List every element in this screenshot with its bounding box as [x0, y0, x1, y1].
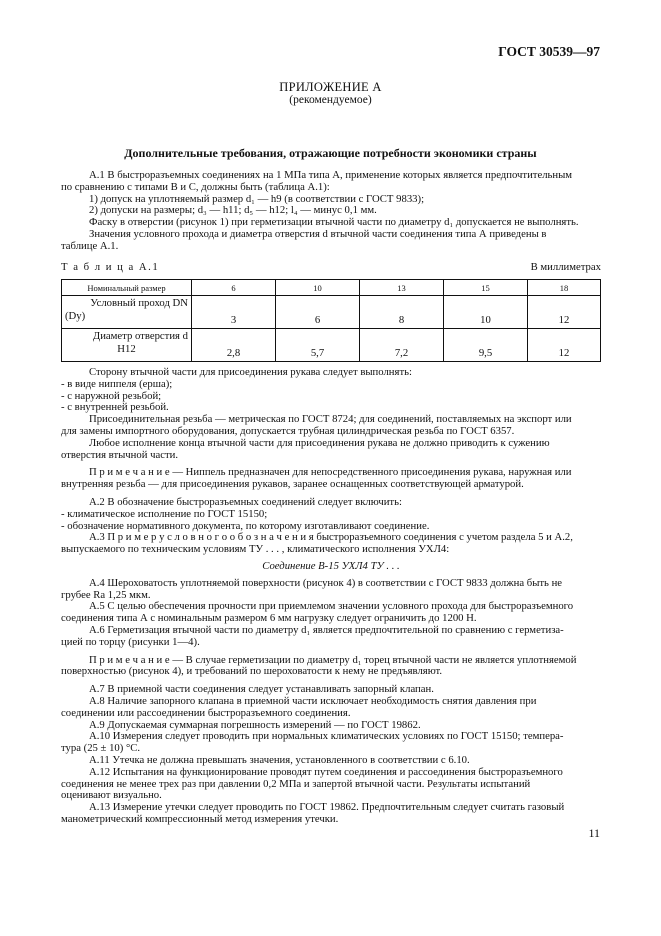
appendix-subtitle: (рекомендуемое) — [289, 94, 372, 106]
paragraph-a8-cont: соединении или рассоединении быстроразъемного соединения. — [61, 706, 351, 719]
paragraph-a5-cont: соединения типа А с номинальным размером 6 мм нагрузку следует ограничить до 1200 Н. — [61, 612, 477, 625]
intro-block — [61, 170, 601, 253]
paragraph-a8: А.8 Наличие запорного клапана в приемной части исключает необходимость снятия давления при — [89, 694, 537, 707]
table-cell: 10 — [444, 296, 528, 329]
document-code: ГОСТ 30539—97 — [498, 44, 600, 59]
paragraph-a4-cont: грубее Ra 1,25 мкм. — [61, 588, 151, 601]
table-row-label — [62, 296, 192, 329]
paragraph-a7: А.7 В приемной части соединения следует устанавливать запорный клапан. — [89, 683, 434, 696]
paragraph-cont: отверстия втычной части. — [61, 448, 179, 461]
table-header-row — [62, 280, 601, 296]
paragraph-a10-cont: тура (25 ± 10) °С. — [61, 742, 141, 755]
row-label-line: H12 — [117, 343, 136, 355]
paragraph-a6-cont: цией по торцу (рисунки 1—4). — [61, 635, 200, 648]
paragraph-chamfer: Фаску в отверстии (рисунок 1) при герметизации втычной части по диаметру d₁ допускается не выполнять. — [89, 216, 579, 229]
note-text: — Ниппель предназначен для непосредственного присоединения рукава, наружная или — [169, 466, 572, 479]
section-heading: Дополнительные требования, отражающие потребности экономики страны — [124, 146, 537, 160]
paragraph-a13: А.13 Измерение утечки следует проводить по ГОСТ 19862. Предпочтительным следует считать газовый — [89, 801, 565, 814]
bullet-item: - с наружной резьбой; — [61, 389, 162, 402]
paragraph-a13-cont: манометрический компрессионный метод измерения утечки. — [61, 812, 339, 825]
paragraph-values-cont: таблице А.1. — [61, 239, 119, 252]
paragraph-cont: для замены импортного оборудования, допускается трубная цилиндрическая резьба по ГОСТ 6357. — [61, 424, 515, 437]
paragraph-a12-cont: оценивают визуально. — [61, 789, 162, 802]
table-row — [62, 329, 601, 362]
table-header-label: Номинальный размер — [62, 280, 192, 296]
bullet-item: - обозначение нормативного документа, по которому изготавливают соединение. — [61, 519, 430, 532]
table-cell: 2,8 — [192, 329, 276, 362]
table-header-cell: 6 — [192, 280, 276, 296]
paragraph-values: Значения условного прохода и диаметра отверстия d втычной части соединения типа А приведены в — [89, 227, 547, 240]
paragraph: Любое исполнение конца втычной части для присоединения рукава не должно приводить к сужению — [89, 436, 550, 449]
paragraph-a1: А.1 В быстроразъемных соединениях на 1 МПа типа А, применение которых является предпочтительным — [89, 169, 573, 181]
paragraph-a4: А.4 Шероховатость уплотняемой поверхности (рисунок 4) в соответствии с ГОСТ 9833 должна быть не — [89, 576, 563, 589]
paragraph-a12: А.12 Испытания на функционирование проводят путем соединения и рассоединения быстроразъемного — [89, 765, 563, 778]
paragraph-a9: А.9 Допускаемая суммарная погрешность измерений — по ГОСТ 19862. — [89, 718, 421, 731]
table-cell: 3 — [192, 296, 276, 329]
table-caption: Т а б л и ц а А.1 — [61, 261, 160, 273]
table-header-cell: 18 — [528, 280, 601, 296]
designation-example: Соединение В-15 УХЛ4 ТУ . . . — [262, 559, 400, 572]
row-label-line: Диаметр отверстия d — [92, 330, 188, 342]
table-cell: 9,5 — [444, 329, 528, 362]
note-paragraph-cont: поверхностью (рисунок 4), и требований по шероховатости к нему не предъявляют. — [61, 665, 443, 678]
paragraph-a3-cont: выпускаемого по техническим условиям ТУ . . . , климатического исполнения УХЛ4: — [61, 543, 450, 556]
list-item: 1) допуск на уплотняемый размер d₁ — h9 (в соответствии с ГОСТ 9833); — [89, 192, 425, 205]
paragraph-a1-cont: по сравнению с типами В и С, должны быть (таблица А.1): — [61, 180, 330, 193]
appendix-title: ПРИЛОЖЕНИЕ А — [279, 80, 382, 94]
bullet-item: - с внутренней резьбой. — [61, 401, 169, 414]
page-number: 11 — [588, 826, 600, 840]
table-row-label — [62, 329, 192, 362]
note-paragraph-cont: внутренняя резьба — для присоединения рукавов, заранее оснащенных соответствующей арматурой. — [61, 478, 524, 491]
note-label: П р и м е ч а н и е — [89, 653, 170, 666]
note-label: П р и м е ч а н и е — [89, 466, 170, 479]
table-cell: 7,2 — [360, 329, 444, 362]
table-cell: 12 — [528, 296, 601, 329]
list-item: 2) допуски на размеры; d₃ — h11; d₅ — h12; l₄ — минус 0,1 мм. — [89, 204, 377, 217]
size-table — [61, 279, 601, 362]
paragraph-a2: А.2 В обозначение быстроразъемных соединений следует включить: — [89, 495, 402, 508]
table-row — [62, 296, 601, 329]
table-cell: 12 — [528, 329, 601, 362]
paragraph: Сторону втычной части для присоединения рукава следует выполнять: — [89, 366, 412, 378]
paragraph: Присоединительная резьба — метрическая по ГОСТ 8724; для соединений, поставляемых на экспорт или — [89, 413, 572, 426]
table-header-cell: 10 — [276, 280, 360, 296]
row-label-line: (Dy) — [65, 310, 86, 322]
body-block — [61, 367, 601, 826]
a3-text: быстроразъемного соединения с учетом раздела 5 и А.2, — [313, 531, 573, 544]
table-header-cell: 13 — [360, 280, 444, 296]
paragraph-a11: А.11 Утечка не должна превышать значения, установленного в соответствии с 6.10. — [89, 753, 470, 766]
a3-label: А.3 П р и м е р у с л о в н о г о о б о з н а ч е н и я — [89, 531, 314, 544]
paragraph-a12-cont: соединения не менее трех раз при давлении 0,2 МПа и запертой втычной части. Результаты испытаний — [61, 777, 531, 790]
table-cell: 6 — [276, 296, 360, 329]
note-text: — В случае герметизации по диаметру d₁ торец втычной части не является уплотняемой — [169, 653, 577, 666]
table-header-cell: 15 — [444, 280, 528, 296]
paragraph-a10: А.10 Измерения следует проводить при нормальных климатических условиях по ГОСТ 15150; темпера- — [89, 730, 564, 743]
table-cell: 8 — [360, 296, 444, 329]
table-cell: 5,7 — [276, 329, 360, 362]
table-units: В миллиметрах — [530, 261, 601, 273]
paragraph-a5: А.5 С целью обеспечения прочности при приемлемом значении условного прохода для быстроразъемного — [89, 600, 574, 613]
bullet-item: - в виде ниппеля (ерша); — [61, 377, 173, 390]
row-label-line: Условный проход DN — [90, 297, 188, 309]
paragraph-a6: А.6 Герметизация втычной части по диаметру d₁ является предпочтительной по сравнению с герметиза- — [89, 623, 564, 636]
bullet-item: - климатическое исполнение по ГОСТ 15150; — [61, 507, 268, 520]
